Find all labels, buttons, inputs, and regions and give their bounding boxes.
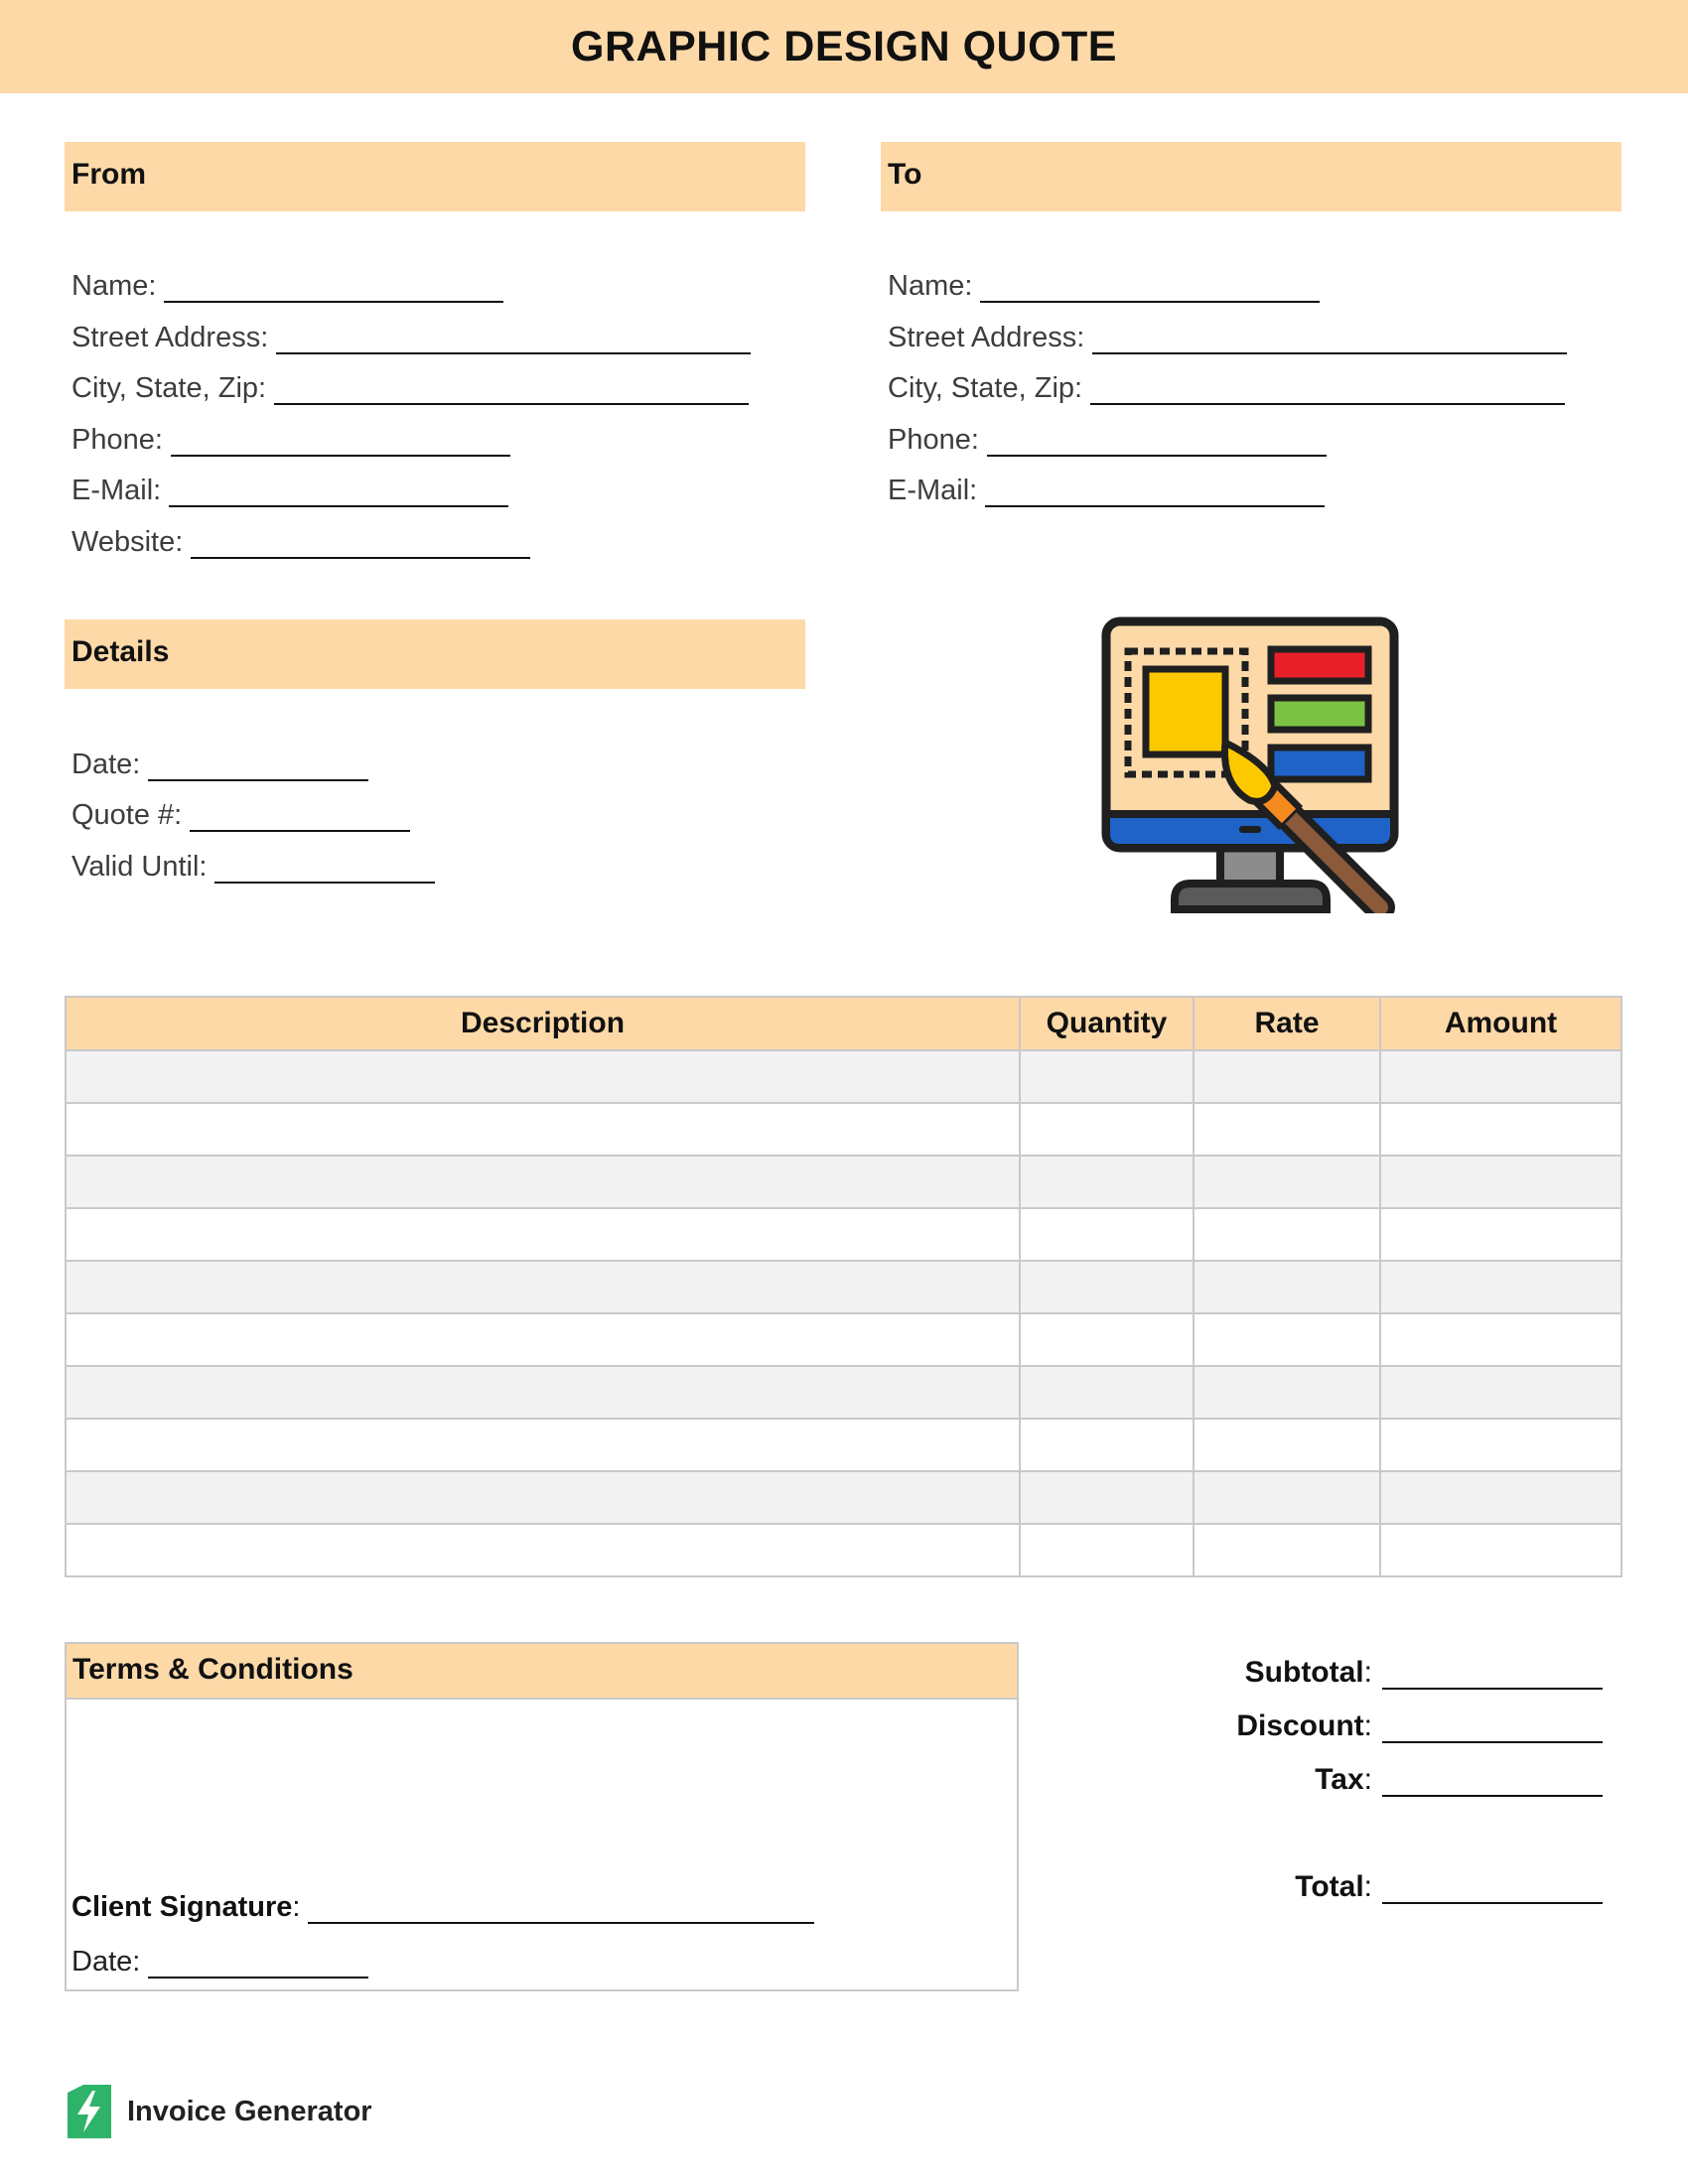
- to-name-label: Name:: [888, 270, 973, 302]
- quantity-cell[interactable]: [1020, 1208, 1194, 1261]
- details-heading: Details: [65, 619, 805, 689]
- to-name-line[interactable]: [980, 273, 1320, 303]
- computer-paintbrush-icon: [1100, 615, 1403, 913]
- from-phone-field[interactable]: [71, 417, 510, 457]
- column-header-amount: Amount: [1380, 997, 1621, 1050]
- from-city-label: City, State, Zip:: [71, 372, 267, 404]
- table-row: [66, 1471, 1621, 1524]
- rate-cell[interactable]: [1194, 1261, 1380, 1313]
- table-row: [66, 1156, 1621, 1208]
- terms-text-area[interactable]: [67, 1700, 1017, 1868]
- description-cell[interactable]: [66, 1103, 1020, 1156]
- rate-cell[interactable]: [1194, 1050, 1380, 1103]
- total-label: Total: [1295, 1870, 1364, 1903]
- brand-name: Invoice Generator: [127, 2095, 372, 2127]
- table-row: [66, 1313, 1621, 1366]
- description-cell[interactable]: [66, 1050, 1020, 1103]
- from-street-line[interactable]: [276, 325, 751, 354]
- amount-cell[interactable]: [1380, 1156, 1621, 1208]
- quantity-cell[interactable]: [1020, 1524, 1194, 1576]
- from-heading: From: [65, 142, 805, 211]
- quantity-cell[interactable]: [1020, 1419, 1194, 1471]
- discount-line[interactable]: [1382, 1713, 1603, 1743]
- rate-cell[interactable]: [1194, 1103, 1380, 1156]
- from-email-field[interactable]: [71, 468, 508, 507]
- signature-date-line[interactable]: [148, 1949, 368, 1979]
- column-header-rate: Rate: [1194, 997, 1380, 1050]
- rate-cell[interactable]: [1194, 1366, 1380, 1419]
- amount-cell[interactable]: [1380, 1313, 1621, 1366]
- table-row: [66, 1208, 1621, 1261]
- details-date-line[interactable]: [148, 751, 368, 781]
- page-title: GRAPHIC DESIGN QUOTE: [571, 22, 1117, 70]
- rate-cell[interactable]: [1194, 1524, 1380, 1576]
- to-city-field[interactable]: [888, 365, 1565, 405]
- to-name-field[interactable]: [888, 263, 1320, 303]
- to-street-field[interactable]: [888, 315, 1567, 354]
- from-name-line[interactable]: [164, 273, 503, 303]
- description-cell[interactable]: [66, 1313, 1020, 1366]
- details-quote-label: Quote #:: [71, 799, 183, 831]
- to-city-label: City, State, Zip:: [888, 372, 1083, 404]
- footer-brand: [68, 2085, 372, 2138]
- tax-line[interactable]: [1382, 1767, 1603, 1797]
- title-bar: [0, 0, 1688, 93]
- quantity-cell[interactable]: [1020, 1050, 1194, 1103]
- quantity-cell[interactable]: [1020, 1261, 1194, 1313]
- client-signature-field[interactable]: [71, 1882, 814, 1924]
- signature-date-label: Date:: [71, 1946, 141, 1978]
- table-header-row: [66, 997, 1621, 1050]
- from-city-line[interactable]: [274, 375, 749, 405]
- quantity-cell[interactable]: [1020, 1156, 1194, 1208]
- client-signature-colon: :: [292, 1891, 301, 1923]
- from-website-label: Website:: [71, 526, 184, 558]
- quantity-cell[interactable]: [1020, 1103, 1194, 1156]
- items-table: [65, 996, 1622, 1577]
- lightning-bolt-icon: [68, 2085, 111, 2138]
- table-row: [66, 1366, 1621, 1419]
- from-email-label: E-Mail:: [71, 475, 162, 506]
- column-header-quantity: Quantity: [1020, 997, 1194, 1050]
- from-street-label: Street Address:: [71, 322, 269, 353]
- description-cell[interactable]: [66, 1524, 1020, 1576]
- amount-cell[interactable]: [1380, 1261, 1621, 1313]
- table-row: [66, 1103, 1621, 1156]
- tax-label: Tax: [1315, 1763, 1364, 1796]
- from-street-field[interactable]: [71, 315, 751, 354]
- table-row: [66, 1419, 1621, 1471]
- rate-cell[interactable]: [1194, 1419, 1380, 1471]
- to-city-line[interactable]: [1090, 375, 1565, 405]
- client-signature-line[interactable]: [308, 1894, 814, 1924]
- table-row: [66, 1261, 1621, 1313]
- amount-cell[interactable]: [1380, 1208, 1621, 1261]
- amount-cell[interactable]: [1380, 1419, 1621, 1471]
- details-quote-field[interactable]: [71, 792, 410, 832]
- to-street-line[interactable]: [1092, 325, 1567, 354]
- amount-cell[interactable]: [1380, 1366, 1621, 1419]
- to-phone-field[interactable]: [888, 417, 1327, 457]
- description-cell[interactable]: [66, 1366, 1020, 1419]
- discount-row[interactable]: [1236, 1702, 1603, 1743]
- from-phone-label: Phone:: [71, 424, 163, 456]
- rate-cell[interactable]: [1194, 1313, 1380, 1366]
- description-cell[interactable]: [66, 1471, 1020, 1524]
- from-city-field[interactable]: [71, 365, 749, 405]
- signature-date-field[interactable]: [71, 1939, 368, 1979]
- total-colon: :: [1363, 1870, 1372, 1903]
- amount-cell[interactable]: [1380, 1524, 1621, 1576]
- to-street-label: Street Address:: [888, 322, 1085, 353]
- total-line[interactable]: [1382, 1874, 1603, 1904]
- details-valid-label: Valid Until:: [71, 851, 208, 883]
- subtotal-label: Subtotal: [1244, 1656, 1364, 1689]
- subtotal-colon: :: [1363, 1656, 1372, 1689]
- from-website-line[interactable]: [191, 529, 530, 559]
- to-heading: To: [881, 142, 1621, 211]
- table-row: [66, 1050, 1621, 1103]
- description-cell[interactable]: [66, 1156, 1020, 1208]
- description-cell[interactable]: [66, 1419, 1020, 1471]
- amount-cell[interactable]: [1380, 1103, 1621, 1156]
- tax-colon: :: [1363, 1763, 1372, 1796]
- details-quote-line[interactable]: [190, 802, 410, 832]
- subtotal-row[interactable]: [1245, 1648, 1603, 1690]
- column-header-description: Description: [66, 997, 1020, 1050]
- to-email-label: E-Mail:: [888, 475, 978, 506]
- details-date-field[interactable]: [71, 742, 368, 781]
- table-row: [66, 1524, 1621, 1576]
- to-email-field[interactable]: [888, 468, 1325, 507]
- from-website-field[interactable]: [71, 519, 530, 559]
- client-signature-label: Client Signature: [71, 1891, 293, 1923]
- quantity-cell[interactable]: [1020, 1471, 1194, 1524]
- quantity-cell[interactable]: [1020, 1313, 1194, 1366]
- amount-cell[interactable]: [1380, 1050, 1621, 1103]
- tax-row[interactable]: [1315, 1755, 1603, 1797]
- from-email-line[interactable]: [169, 478, 508, 507]
- rate-cell[interactable]: [1194, 1471, 1380, 1524]
- to-phone-label: Phone:: [888, 424, 979, 456]
- to-phone-line[interactable]: [987, 427, 1327, 457]
- from-phone-line[interactable]: [171, 427, 510, 457]
- rate-cell[interactable]: [1194, 1156, 1380, 1208]
- subtotal-line[interactable]: [1382, 1660, 1603, 1690]
- details-date-label: Date:: [71, 749, 141, 780]
- amount-cell[interactable]: [1380, 1471, 1621, 1524]
- details-valid-line[interactable]: [214, 854, 435, 884]
- terms-heading: Terms & Conditions: [67, 1644, 1017, 1700]
- total-row[interactable]: [1295, 1862, 1603, 1904]
- from-name-label: Name:: [71, 270, 157, 302]
- quantity-cell[interactable]: [1020, 1366, 1194, 1419]
- description-cell[interactable]: [66, 1261, 1020, 1313]
- table-body: [66, 1050, 1621, 1576]
- rate-cell[interactable]: [1194, 1208, 1380, 1261]
- description-cell[interactable]: [66, 1208, 1020, 1261]
- from-name-field[interactable]: [71, 263, 503, 303]
- to-email-line[interactable]: [985, 478, 1325, 507]
- discount-label: Discount: [1236, 1709, 1364, 1742]
- details-valid-field[interactable]: [71, 844, 435, 884]
- discount-colon: :: [1363, 1709, 1372, 1742]
